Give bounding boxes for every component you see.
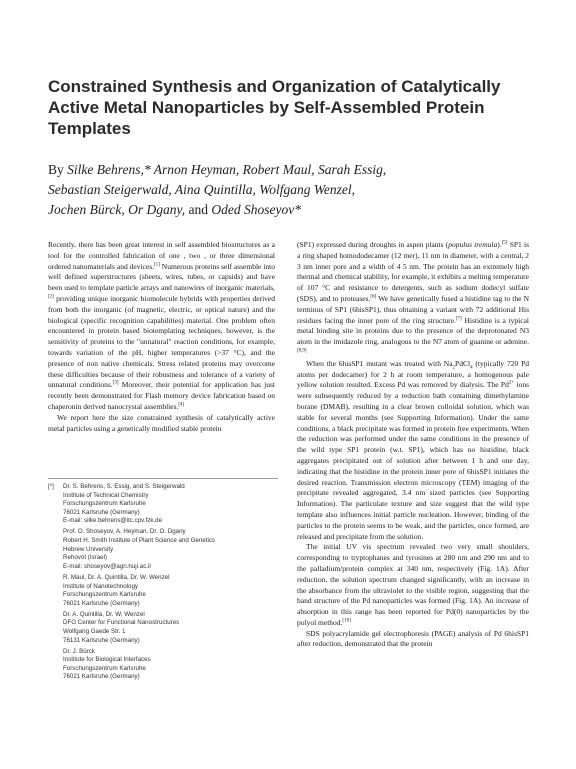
- text-run: ).: [497, 240, 502, 249]
- affiliation-line: Forschungszentrum Karlsruhe: [63, 664, 146, 672]
- affiliation-line: Hebrew University: [63, 545, 114, 553]
- text-run: (typically 720 Pd atoms per dodecamer) for 2 h at room temperature, a homogenous pale yellow solution resulted. Excess Pd was removed by dialysis. The Pd: [297, 358, 530, 390]
- text-run: (SP1) expressed during droughts in aspen plants (: [297, 240, 449, 249]
- affiliation-line: R. Maul, Dr. A. Quintilla, Dr. W. Wenzel: [63, 573, 170, 581]
- reference: [7]: [455, 316, 462, 322]
- affiliation-footnote: [48, 478, 278, 685]
- reference: [10]: [342, 618, 351, 624]
- affiliation-line: Rehovot (Israel): [63, 554, 108, 562]
- reference: [4]: [178, 402, 185, 408]
- affiliation-line: Dr. S. Behrens, S. Essig, and S. Steigerwald: [63, 483, 185, 490]
- affiliation-line: Institute of Technical Chemistry: [63, 491, 149, 499]
- affiliation-line: Forschungszentrum Karlsruhe: [63, 500, 146, 508]
- affiliation-line: E-mail: silke.behrens@itc.cpv.fzk.de: [63, 517, 163, 525]
- left-paragraph-1: [48, 240, 275, 413]
- affiliation-line: 76021 Karlsruhe (Germany): [63, 599, 140, 607]
- article-title: Constrained Synthesis and Organization of Catalytically Active Metal Nanoparticles by Self-Assembled Protein Templates: [48, 77, 501, 138]
- text-run: We have genetically fused a histidine tag to the N terminus of SP1 (6hisSP1), thus obtaining a variant with 72 additional His residues facing the inner pore of the ring structure.: [297, 293, 529, 325]
- affiliation-group: [63, 648, 278, 682]
- affiliation-line: 76131 Karlsruhe (Germany): [63, 636, 140, 644]
- affiliation-line: 76021 Karlsruhe (Germany): [63, 673, 140, 681]
- species-name: populus tremula: [448, 240, 498, 249]
- subscript: 4: [470, 365, 473, 371]
- text-run: PdCl: [455, 358, 471, 368]
- footnote-body: [63, 483, 278, 682]
- text-run: When the 6hisSP1 mutant was treated with Na: [306, 358, 453, 368]
- affiliation-line: E-mail: shoseyov@agri.huji.ac.il: [63, 562, 151, 570]
- reference: [8,9]: [297, 348, 307, 354]
- right-paragraph-4: SDS polyacrylamide gel electrophoresis (PAGE) analysis of Pd 6hisSP1 after reduction, demonstrated that the protein: [297, 628, 529, 649]
- author-and-label: and: [188, 202, 208, 217]
- footnote-marker: [*]: [48, 483, 54, 490]
- right-column: [297, 240, 529, 650]
- affiliation-group: [63, 483, 278, 526]
- superscript: 2+: [508, 380, 515, 386]
- affiliation-line: Robert H. Smith Institute of Plant Science and Genetics: [63, 537, 216, 545]
- text-run: ions were subsequently reduced by a reduction bath containing dimethylamine borane (DMAB), resulting in a clear brown colloidal solution, which was stable for several months (see Supporting Information). Under the same conditions, a black precipitate was formed in protein free experiments. When the reduction was performed under the same conditions in the presence of the wild type SP1 protein (w.t. SP1), which has no histidine, black aggregates precipitated out of solution after between 1 h and one day, indicating that the histidine in the protein inner pore of 6hisSP1 initiates the desired reaction. Transmission electron microscopy (TEM) imaging of the precipitate revealed aggregated, 3.4 nm sized particles (see Supporting Information). The particulate texture and size suggest that the wild type template also influences initial particle nucleation. However, binding of the particles to the protein seems to be weak, and the particles, once formed, are released and precipitate from the solution.: [297, 380, 529, 541]
- affiliation-group: [63, 528, 278, 571]
- authors-line-2: Sebastian Steigerwald, Aina Quintilla, Wolfgang Wenzel,: [48, 182, 355, 197]
- affiliation-line: Dr. A. Quintilla, Dr. W. Wenzel: [63, 610, 145, 618]
- reference: [2]: [48, 294, 54, 300]
- author-by-label: By: [48, 162, 64, 177]
- text-run: Moreover, their potential for application has just recently been demonstrated for Flash memory device fabrication based on chaperonin derived nanocrystal assemblies.: [48, 380, 275, 411]
- text-run: Recently, there has been great interest in self assembled biostructures as a tool for the controlled fabrication of one , two , or three dimensional ordered nanomaterials and devices.: [48, 240, 275, 271]
- reference: [3]: [112, 380, 119, 386]
- affiliation-line: Dr. J. Bürck: [63, 647, 95, 655]
- text-run: SP1 is a ring shaped homododecamer (12 mer), 11 nm in diameter, with a central, 2 3 nm inner pore and a width of 4 5 nm. The protein has an extremely high thermal and chemical stability, for example, it exhibits a melting temperature of 107 °C and resistance to detergents, such as sodium dodecyl sulfate (SDS), and to proteases.: [297, 240, 529, 303]
- reference: [5]: [501, 240, 508, 246]
- text-run: Histidine is a typical metal binding site in proteins due to the presence of the deprotonated N3 atom in the imidazole ring, analogous to the N7 atom of guanine or adenine.: [297, 315, 529, 347]
- left-column: [48, 240, 275, 434]
- affiliation-line: Institute for Biological Interfaces: [63, 656, 151, 664]
- right-paragraph-2: [297, 359, 529, 543]
- affiliation-line: Institute of Nanotechnology: [63, 582, 138, 590]
- reference: [6]: [370, 294, 377, 300]
- affiliation-group: [63, 574, 278, 608]
- reference: [1]: [154, 262, 160, 268]
- affiliation-line: Forschungszentrum Karlsruhe: [63, 591, 146, 599]
- affiliation-group: [63, 611, 278, 645]
- right-paragraph-1: [297, 240, 529, 359]
- text-run: providing unique inorganic biomolecule hybrids with properties derived from both the inorganic (of magnetic, electric, or optical nature) and the biological (specific recognition capabilities) material. One problem often encountered in protein based biotemplating techniques, however, is the sensitivity of proteins to the "unnatural" reaction conditions, for example, towards variation of the pH, higher temperatures (>37 °C), and the presence of non native chemicals. Stress related proteins may overcome these difficulties because of their robustness and tolerance of a variety of unnatural conditions.: [48, 293, 275, 390]
- right-paragraph-3: [297, 542, 529, 628]
- authors-line-1: Silke Behrens,* Arnon Heyman, Robert Maul, Sarah Essig,: [67, 162, 387, 177]
- affiliation-line: Wolfgang Gaede Str. 1: [63, 628, 126, 635]
- text-run: Numerous proteins self assemble into well defined superstructures (sheets, wires, tubes, or capsids) and have been used to template particle arrays and nanowires of inorganic materials,: [48, 261, 275, 293]
- affiliation-line: Prof. O. Shoseyov, A. Heyman, Dr. O. Dgany: [63, 528, 186, 536]
- text-run: The initial UV vis spectrum revealed two very small shoulders, corresponding to tryptophanes and tyrosines at 280 nm and 290 nm and to the palladium/protein complex at 340 nm, respectively (Fig. 1A). After reduction, the solution spectrum changed significantly, with an increase in the absorbance from the ultraviolet to the visible region, suggesting that the band structure of the Pd nanoparticles was formed (Fig. 1A). An increase of absorption in this range has been reported for Pd(0) nanoparticles by the polyol method.: [297, 542, 529, 627]
- affiliation-line: DFG Center for Functional Nanostructures: [63, 619, 180, 627]
- authors-line-3: Jochen Bürck, Or Dgany,: [48, 202, 186, 217]
- affiliation-line: 76021 Karlsruhe (Germany): [63, 508, 140, 516]
- subscript: 2: [452, 365, 456, 371]
- author-list: [48, 160, 528, 220]
- authors-last: Oded Shoseyov*: [211, 202, 301, 217]
- left-paragraph-2: We report here the size constrained synthesis of catalytically active metal particles using a genetically modified stable protein: [48, 412, 275, 433]
